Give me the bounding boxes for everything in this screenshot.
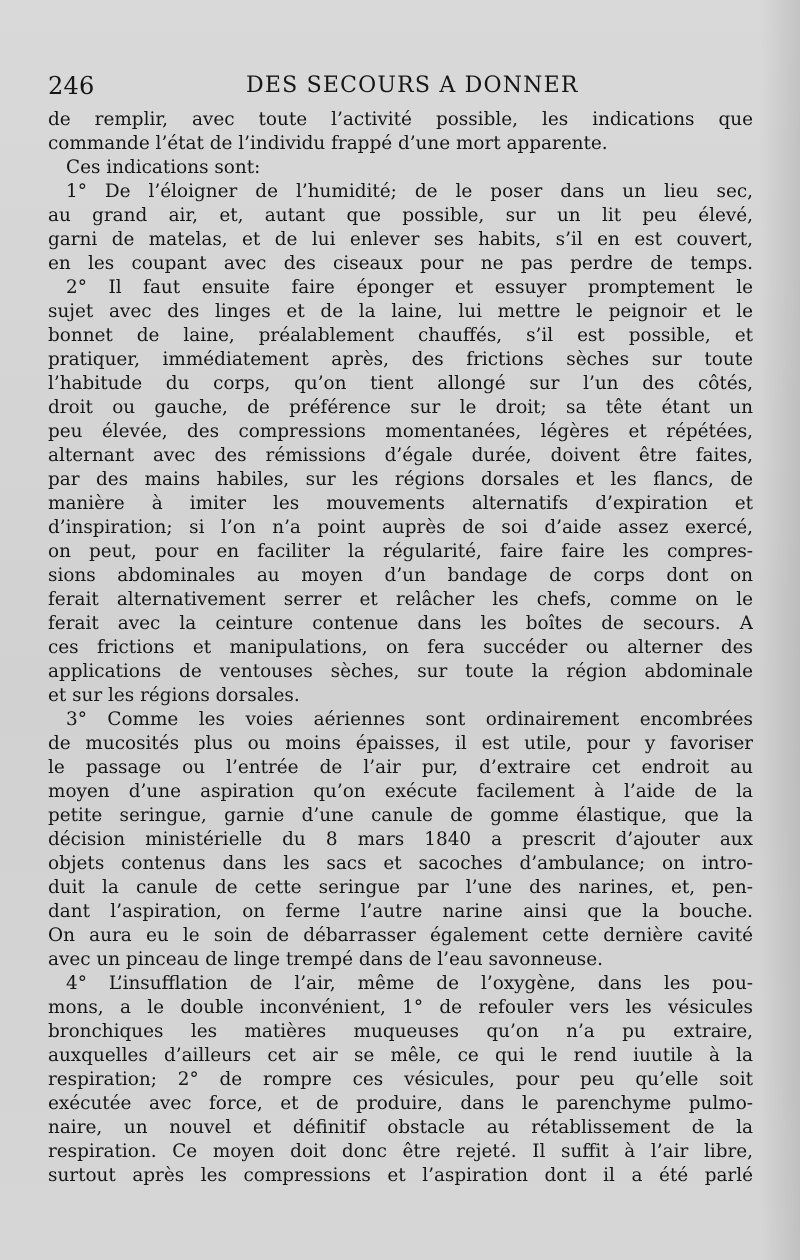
text-line: de mucosités plus ou moins épaisses, il est utile, pour y favoriser — [48, 733, 753, 754]
text-line: en les coupant avec des ciseaux pour ne pas perdre de temps. — [48, 253, 753, 274]
text-line: on peut, pour en faciliter la régularité, faire faire les compres- — [48, 541, 753, 562]
text-line: applications de ventouses sèches, sur toute la région abdominale — [48, 661, 753, 682]
text-line: dant l’aspiration, on ferme l’autre narine ainsi que la bouche. — [48, 901, 753, 922]
text-line: auxquelles d’ailleurs cet air se mêle, ce qui le rend iuutile à la — [48, 1045, 753, 1066]
text-line: respiration. Ce moyen doit donc être rejeté. Il suffit à l’air libre, — [48, 1141, 753, 1162]
text-line: sions abdominales au moyen d’un bandage de corps dont on — [48, 565, 753, 586]
text-line: naire, un nouvel et définitif obstacle au rétablissement de la — [48, 1117, 753, 1138]
text-line: Ces indications sont: — [66, 157, 261, 178]
page-number: 246 — [48, 72, 95, 100]
text-line: duit la canule de cette seringue par l’une des narines, et, pen- — [48, 877, 753, 898]
running-head: DES SECOURS A DONNER — [246, 73, 579, 98]
text-line: respiration; 2° de rompre ces vésicules, pour peu qu’elle soit — [48, 1069, 753, 1090]
text-line: 3° Comme les voies aériennes sont ordinairement encombrées — [66, 709, 753, 730]
text-line: petite seringue, garnie d’une canule de gomme élastique, que la — [48, 805, 753, 826]
text-line: moyen d’une aspiration qu’on exécute facilement à l’aide de la — [48, 781, 753, 802]
page-header — [48, 68, 750, 104]
text-line: droit ou gauche, de préférence sur le droit; sa tête étant un — [48, 397, 753, 418]
text-line: garni de matelas, et de lui enlever ses habits, s’il en est couvert, — [48, 229, 753, 250]
text-line: le passage ou l’entrée de l’air pur, d’extraire cet endroit au — [48, 757, 753, 778]
text-line: par des mains habiles, sur les régions dorsales et les flancs, de — [48, 469, 753, 490]
text-line: peu élevée, des compressions momentanées, légères et répétées, — [48, 421, 753, 442]
text-line: commande l’état de l’individu frappé d’une mort apparente. — [48, 133, 608, 154]
text-line: objets contenus dans les sacs et sacoches d’ambulance; on intro- — [48, 853, 753, 874]
text-line: d’inspiration; si l’on n’a point auprès de soi d’aide assez exercé, — [48, 517, 753, 538]
text-line: exécutée avec force, et de produire, dans le parenchyme pulmo- — [48, 1093, 753, 1114]
text-line: 4° L’insufflation de l’air, même de l’oxygène, dans les pou- — [66, 973, 753, 994]
text-line: avec un pinceau de linge trempé dans de l’eau savonneuse. — [48, 949, 603, 970]
text-line: manière à imiter les mouvements alternatifs d’expiration et — [48, 493, 753, 514]
text-line: bronchiques les matières muqueuses qu’on n’a pu extraire, — [48, 1021, 753, 1042]
text-line: ferait alternativement serrer et relâcher les chefs, comme on le — [48, 589, 753, 610]
text-line: décision ministérielle du 8 mars 1840 a prescrit d’ajouter aux — [48, 829, 753, 850]
text-line: bonnet de laine, préalablement chauffés, s’il est possible, et — [48, 325, 753, 346]
body-text — [48, 108, 753, 1188]
text-line: ces frictions et manipulations, on fera succéder ou alterner des — [48, 637, 753, 658]
text-line: mons, a le double inconvénient, 1° de refouler vers les vésicules — [48, 997, 753, 1018]
text-line: On aura eu le soin de débarrasser également cette dernière cavité — [48, 925, 753, 946]
text-line: ferait avec la ceinture contenue dans les boîtes de secours. A — [48, 613, 753, 634]
text-line: de remplir, avec toute l’activité possible, les indications que — [48, 109, 753, 130]
text-line: surtout après les compressions et l’aspiration dont il a été parlé — [48, 1165, 753, 1186]
text-line: sujet avec des linges et de la laine, lui mettre le peignoir et le — [48, 301, 753, 322]
page-edge-shadow — [760, 0, 800, 1260]
text-line: 2° Il faut ensuite faire éponger et essuyer promptement le — [66, 277, 753, 298]
text-line: 1° De l’éloigner de l’humidité; de le poser dans un lieu sec, — [66, 181, 753, 202]
text-line: au grand air, et, autant que possible, sur un lit peu élevé, — [48, 205, 753, 226]
text-line: alternant avec des rémissions d’égale durée, doivent être faites, — [48, 445, 753, 466]
text-line: l’habitude du corps, qu’on tient allongé sur l’un des côtés, — [48, 373, 753, 394]
text-line: et sur les régions dorsales. — [48, 685, 300, 706]
text-line: pratiquer, immédiatement après, des frictions sèches sur toute — [48, 349, 753, 370]
